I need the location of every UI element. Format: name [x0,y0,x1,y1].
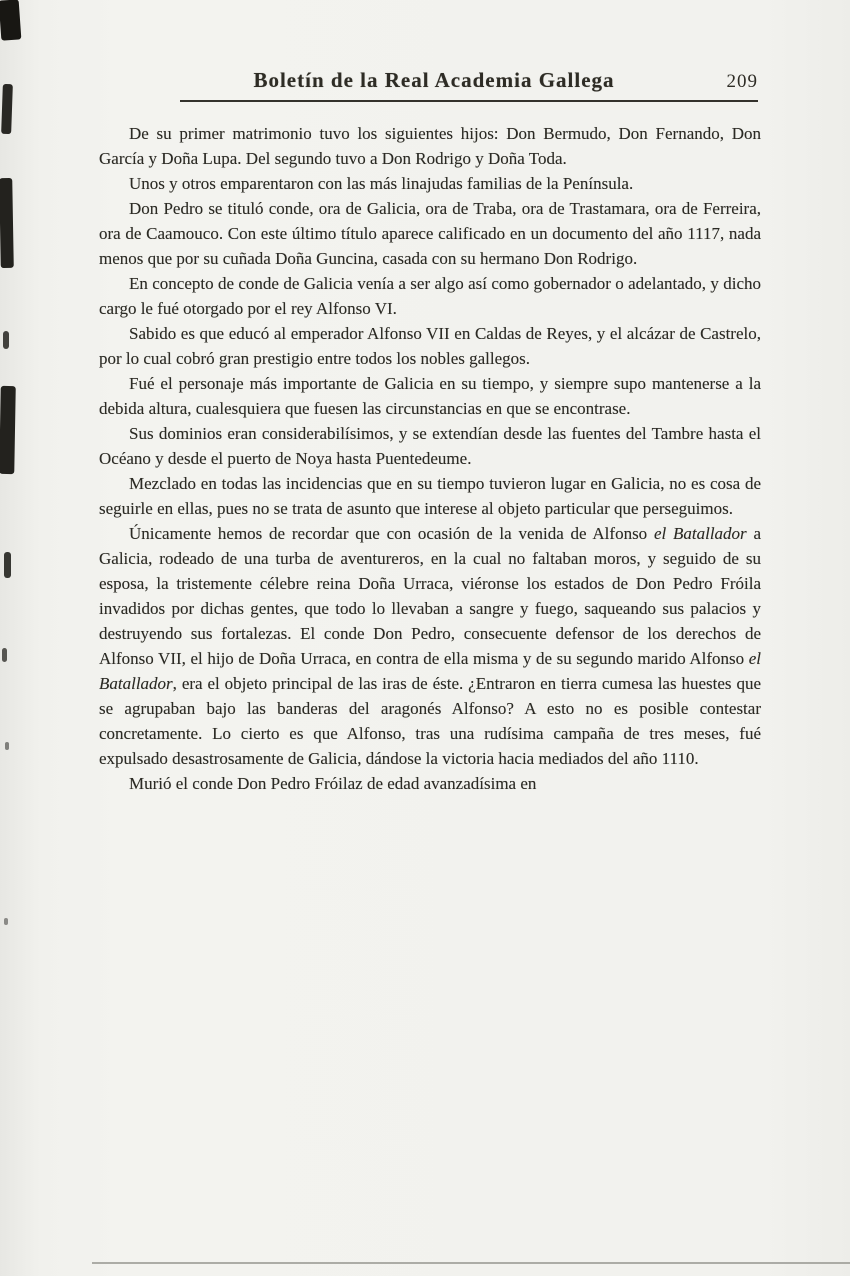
paragraph [99,421,761,471]
scan-artifact [4,552,11,578]
page-number: 209 [726,71,758,92]
text-run: Don Pedro se tituló conde, ora de Galicia, ora de Traba, ora de Trastamara, ora de Ferreira, ora de Caamouco. Con este último título aparece calificado en un documento del año 1117, nada menos que por su cuñada Doña Guncina, casada con su hermano Don Rodrigo. [99,199,761,268]
paragraph [99,196,761,271]
text-run: Murió el conde Don Pedro Fróilaz de edad avanzadísima en [129,774,537,793]
text-run: , era el objeto principal de las iras de éste. ¿Entraron en tierra cumesa las huestes que se agrupaban bajo las banderas del aragonés Alfonso? A esto no es posible contestar concretamente. Lo cierto es que Alfonso, tras una rudísima campaña de tres meses, fué expulsado desastrosamente de Galicia, dándose la victoria hacia mediados del año 1110. [99,674,761,768]
text-run: a Galicia, rodeado de una turba de aventureros, en la cual no faltaban moros, y seguido de su esposa, la tristemente célebre reina Doña Urraca, viéronse los estados de Don Pedro Fróila invadidos por dichas gentes, que todo lo llevaban a sangre y fuego, saqueando sus palacios y destruyendo sus fortalezas. El conde Don Pedro, consecuente defensor de los derechos de Alfonso VII, el hijo de Doña Urraca, en contra de ella misma y de su segundo marido Alfonso [99,524,761,668]
page-body [99,121,761,796]
scan-artifact [3,331,9,349]
paragraph [99,521,761,771]
text-run: Fué el personaje más importante de Galicia en su tiempo, y siempre supo mantenerse a la debida altura, cualesquiera que fuesen las circunstancias en que se encontrase. [99,374,761,418]
text-run: De su primer matrimonio tuvo los siguientes hijos: Don Bermudo, Don Fernando, Don García y Doña Lupa. Del segundo tuvo a Don Rodrigo y Doña Toda. [99,124,761,168]
paragraph [99,771,761,796]
text-run: Mezclado en todas las incidencias que en su tiempo tuvieron lugar en Galicia, no es cosa de seguirle en ellas, pues no se trata de asunto que interese al objeto particular que perseguimos. [99,474,761,518]
scan-artifact [0,386,16,474]
text-run: Sus dominios eran considerabilísimos, y se extendían desde las fuentes del Tambre hasta el Océano y desde el puerto de Noya hasta Puentedeume. [99,424,761,468]
scan-artifact [4,918,8,925]
paragraph [99,471,761,521]
paragraph [99,171,761,196]
scan-artifact [5,742,9,750]
text-run-italic: el Batallador [99,649,761,693]
text-run: Sabido es que educó al emperador Alfonso VII en Caldas de Reyes, y el alcázar de Castrelo, por lo cual cobró gran prestigio entre todos los nobles gallegos. [99,324,761,368]
paragraph [99,271,761,321]
paragraph [99,121,761,171]
scan-artifact [0,178,14,268]
text-run-italic: el Batallador [653,524,747,543]
scan-artifact [2,648,7,662]
paragraph [99,321,761,371]
scan-artifact [0,0,21,41]
text-run: En concepto de conde de Galicia venía a ser algo así como gobernador o adelantado, y dicho cargo le fué otorgado por el rey Alfonso VI. [99,274,761,318]
scan-artifact [1,84,13,134]
paragraph [99,371,761,421]
journal-title: Boletín de la Real Academia Gallega [253,68,615,92]
text-run: Únicamente hemos de recordar que con ocasión de la venida de Alfonso [129,524,654,543]
text-run: Unos y otros emparentaron con las más linajudas familias de la Península. [129,174,634,193]
scan-edge-line [92,1262,850,1264]
page-header [180,68,758,102]
